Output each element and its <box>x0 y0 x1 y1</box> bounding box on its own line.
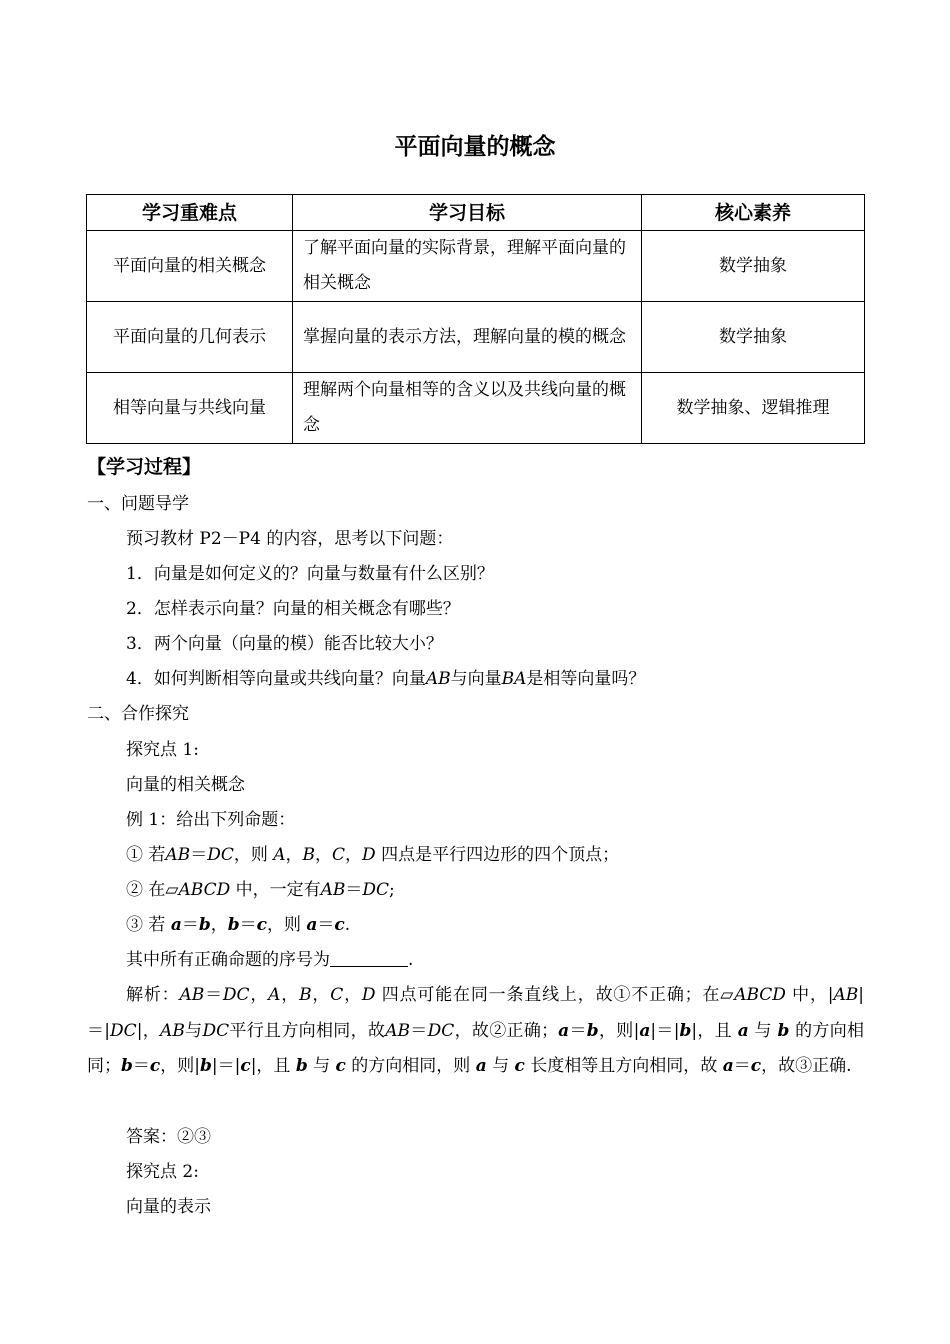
table-row <box>87 373 865 444</box>
question-1: 1．向量是如何定义的？向量与数量有什么区别？ <box>126 564 494 584</box>
table-cell-goal: 掌握向量的表示方法，理解向量的模的概念 <box>293 302 642 373</box>
answer-text: 答案：②③ <box>126 1127 211 1147</box>
table-header-row <box>87 195 865 231</box>
example-label: 例 1：给出下列命题： <box>126 810 296 830</box>
table-row <box>87 231 865 302</box>
solution-paragraph: 解析：AB＝DC，A，B，C，D 四点可能在同一条直线上，故①不正确；在▱ABCD 中，|AB|＝|DC|，AB与DC平行且方向相同，故AB＝DC，故②正确；a＝b，则|a|＝|b|，且 a 与 b 的方向相同；b＝c，则|b|＝|c|，且 b 与 c 的方向相同，则 a 与 c 长度相等且方向相同，故 a＝c，故③正确. <box>87 985 865 1077</box>
answer-blank <box>330 948 408 967</box>
intro-text: 预习教材 P2－P4 的内容，思考以下问题： <box>126 529 454 549</box>
question-4: 4．如何判断相等向量或共线向量？向量AB与向量BA是相等向量吗？ <box>126 669 646 689</box>
table-cell-literacy: 数学抽象、逻辑推理 <box>642 373 865 444</box>
section-heading: 二、合作探究 <box>87 704 189 724</box>
question-3: 3．两个向量（向量的模）能否比较大小？ <box>126 634 443 654</box>
table-cell-key: 相等向量与共线向量 <box>87 373 293 444</box>
table-header: 学习重难点 <box>87 195 293 231</box>
table-header: 学习目标 <box>293 195 642 231</box>
question-2: 2．怎样表示向量？向量的相关概念有哪些？ <box>126 599 460 619</box>
page-title: 平面向量的概念 <box>394 134 556 160</box>
point-label: 探究点 2: <box>126 1162 199 1182</box>
table-cell-key: 平面向量的相关概念 <box>87 231 293 302</box>
point-label: 探究点 1: <box>126 740 199 760</box>
table-cell-goal: 理解两个向量相等的含义以及共线向量的概念 <box>293 373 642 444</box>
section-heading: 一、问题导学 <box>87 494 189 514</box>
proposition-1: ① 若AB＝DC，则 A，B，C，D 四点是平行四边形的四个顶点； <box>126 845 620 865</box>
goals-table <box>86 194 865 444</box>
table-cell-literacy: 数学抽象 <box>642 231 865 302</box>
point-topic: 向量的表示 <box>126 1197 211 1217</box>
table-cell-literacy: 数学抽象 <box>642 302 865 373</box>
question-prompt: 其中所有正确命题的序号为 . <box>126 950 414 970</box>
table-header: 核心素养 <box>642 195 865 231</box>
table-row <box>87 302 865 373</box>
process-heading: 【学习过程】 <box>87 456 202 478</box>
table-cell-goal: 了解平面向量的实际背景，理解平面向量的相关概念 <box>293 231 642 302</box>
proposition-2: ② 在▱ABCD 中，一定有AB＝DC; <box>126 880 395 900</box>
proposition-3: ③ 若 a＝b，b＝c，则 a＝c. <box>126 915 351 935</box>
point-topic: 向量的相关概念 <box>126 775 245 795</box>
table-cell-key: 平面向量的几何表示 <box>87 302 293 373</box>
